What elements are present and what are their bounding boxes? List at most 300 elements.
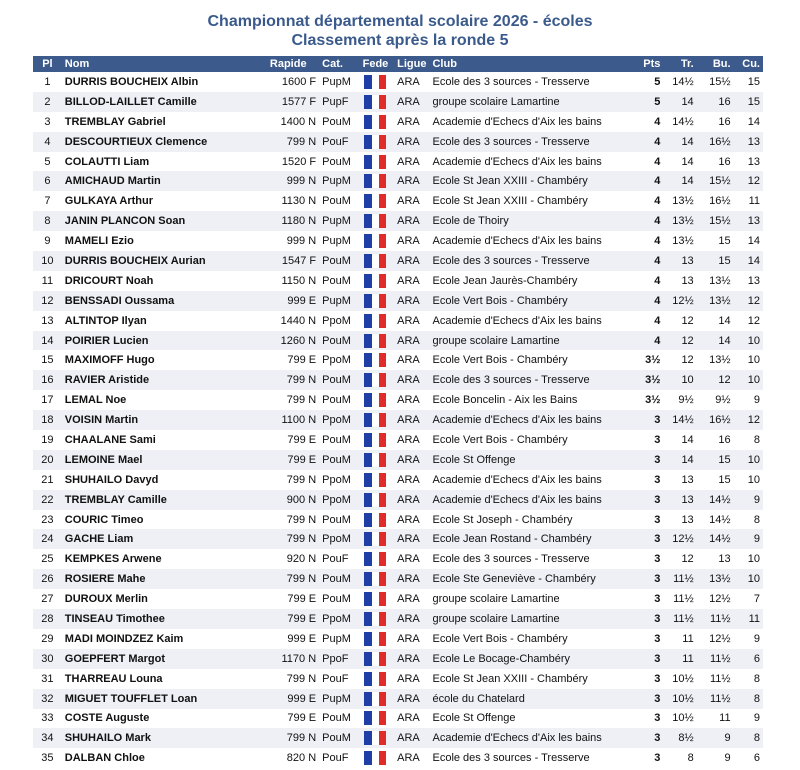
cell-cumulative: 10 xyxy=(747,553,760,566)
cell-tiebreak-tr: 11 xyxy=(682,652,694,665)
cell-league: ARA xyxy=(397,632,420,645)
cell-buchholz: 14 xyxy=(718,334,731,347)
flag-stripe xyxy=(364,711,371,725)
cell-name: COLAUTTI Liam xyxy=(64,155,150,168)
cell-league: ARA xyxy=(397,533,420,546)
table-row xyxy=(33,529,763,549)
cell-place: 24 xyxy=(41,533,54,546)
cell-name: COURIC Timeo xyxy=(64,513,144,526)
cell-points: 3 xyxy=(654,493,661,506)
table-row xyxy=(33,410,763,430)
flag-stripe xyxy=(379,692,386,706)
cell-category: PouM xyxy=(322,115,351,128)
cell-club: Ecole des 3 sources - Tresserve xyxy=(432,553,590,566)
cell-points: 3 xyxy=(654,612,661,625)
cell-buchholz: 11½ xyxy=(710,652,731,665)
flag-stripe xyxy=(372,174,379,188)
cell-buchholz: 11½ xyxy=(710,672,731,685)
cell-club: Ecole St Jean XXIII - Chambéry xyxy=(432,195,588,208)
cell-league: ARA xyxy=(397,115,420,128)
flag-stripe xyxy=(372,135,379,149)
cell-league: ARA xyxy=(397,513,420,526)
cell-name: TREMBLAY Gabriel xyxy=(64,115,166,128)
table-row xyxy=(33,569,763,589)
france-flag-icon xyxy=(364,433,386,447)
cell-club: Ecole St Jean XXIII - Chambéry xyxy=(432,175,588,188)
cell-place: 23 xyxy=(41,513,54,526)
cell-rapid-rating: 1600 F xyxy=(281,75,317,88)
cell-place: 1 xyxy=(44,75,51,88)
cell-rapid-rating: 799 N xyxy=(286,374,317,387)
cell-cumulative: 8 xyxy=(753,513,760,526)
cell-rapid-rating: 920 N xyxy=(286,553,317,566)
cell-rapid-rating: 799 N xyxy=(286,135,317,148)
table-row xyxy=(33,450,763,470)
cell-cumulative: 9 xyxy=(753,712,760,725)
cell-name: LEMOINE Mael xyxy=(64,453,143,466)
cell-rapid-rating: 799 E xyxy=(287,433,317,446)
cell-place: 17 xyxy=(41,394,54,407)
cell-buchholz: 15 xyxy=(718,254,731,267)
cell-rapid-rating: 999 E xyxy=(287,294,317,307)
flag-stripe xyxy=(364,592,371,606)
cell-cumulative: 13 xyxy=(747,135,760,148)
flag-stripe xyxy=(379,532,386,546)
cell-points: 3 xyxy=(654,553,661,566)
cell-buchholz: 13 xyxy=(718,553,731,566)
cell-points: 3 xyxy=(654,533,661,546)
flag-stripe xyxy=(379,572,386,586)
cell-category: PupM xyxy=(322,692,351,705)
cell-category: PouM xyxy=(322,712,351,725)
cell-name: VOISIN Martin xyxy=(64,414,139,427)
flag-stripe xyxy=(379,493,386,507)
flag-stripe xyxy=(379,214,386,228)
cell-league: ARA xyxy=(397,235,420,248)
cell-tiebreak-tr: 14 xyxy=(681,95,694,108)
cell-rapid-rating: 999 N xyxy=(286,235,317,248)
cell-tiebreak-tr: 14 xyxy=(681,453,694,466)
cell-buchholz: 16 xyxy=(718,95,731,108)
table-header xyxy=(33,56,763,72)
france-flag-icon xyxy=(364,552,386,566)
col-header-ligue: Ligue xyxy=(397,58,427,70)
cell-name: TREMBLAY Camille xyxy=(64,493,167,506)
col-header-rapide: Rapide xyxy=(269,58,307,70)
table-row xyxy=(33,390,763,410)
table-body xyxy=(33,72,763,768)
cell-rapid-rating: 1170 N xyxy=(281,652,317,665)
cell-league: ARA xyxy=(397,553,420,566)
cell-points: 3 xyxy=(654,573,661,586)
cell-cumulative: 12 xyxy=(747,414,760,427)
col-header-nom: Nom xyxy=(64,58,90,70)
france-flag-icon xyxy=(364,95,386,109)
cell-league: ARA xyxy=(397,394,420,407)
cell-federation xyxy=(357,689,394,709)
cell-name: ROSIERE Mahe xyxy=(64,573,146,586)
cell-club: Ecole Vert Bois - Chambéry xyxy=(432,433,568,446)
cell-club: Ecole des 3 sources - Tresserve xyxy=(432,135,590,148)
flag-stripe xyxy=(364,194,371,208)
table-row xyxy=(33,490,763,510)
cell-cumulative: 8 xyxy=(753,433,760,446)
cell-place: 4 xyxy=(44,135,51,148)
cell-club: Academie d'Echecs d'Aix les bains xyxy=(432,493,602,506)
cell-tiebreak-tr: 14 xyxy=(681,433,694,446)
cell-federation xyxy=(357,569,394,589)
flag-stripe xyxy=(364,731,371,745)
cell-tiebreak-tr: 13 xyxy=(681,254,694,267)
cell-name: BENSSADI Oussama xyxy=(64,294,175,307)
cell-club: Ecole St Offenge xyxy=(432,453,516,466)
cell-cumulative: 12 xyxy=(747,175,760,188)
flag-stripe xyxy=(364,493,371,507)
cell-federation xyxy=(357,171,394,191)
flag-stripe xyxy=(372,294,379,308)
cell-league: ARA xyxy=(397,314,420,327)
cell-name: ALTINTOP Ilyan xyxy=(64,314,147,327)
flag-stripe xyxy=(372,493,379,507)
col-header-tr: Tr. xyxy=(680,58,694,70)
flag-stripe xyxy=(372,75,379,89)
cell-place: 30 xyxy=(41,652,54,665)
flag-stripe xyxy=(364,672,371,686)
flag-stripe xyxy=(364,234,371,248)
cell-buchholz: 9 xyxy=(724,752,731,765)
cell-league: ARA xyxy=(397,692,420,705)
flag-stripe xyxy=(372,373,379,387)
flag-stripe xyxy=(372,731,379,745)
cell-tiebreak-tr: 10½ xyxy=(672,672,694,685)
table-row xyxy=(33,609,763,629)
cell-club: Ecole Ste Geneviève - Chambéry xyxy=(432,573,596,586)
cell-name: THARREAU Louna xyxy=(64,672,163,685)
cell-points: 4 xyxy=(654,155,661,168)
france-flag-icon xyxy=(364,314,386,328)
cell-rapid-rating: 799 N xyxy=(286,573,317,586)
cell-buchholz: 13½ xyxy=(709,294,731,307)
cell-category: PpoM xyxy=(322,414,351,427)
france-flag-icon xyxy=(364,294,386,308)
cell-federation xyxy=(357,152,394,172)
cell-club: Ecole St Jean XXIII - Chambéry xyxy=(432,672,588,685)
flag-stripe xyxy=(379,75,386,89)
flag-stripe xyxy=(372,612,379,626)
cell-points: 3 xyxy=(654,672,661,685)
cell-name: SHUHAILO Davyd xyxy=(64,473,159,486)
cell-points: 4 xyxy=(654,294,661,307)
flag-stripe xyxy=(372,711,379,725)
cell-cumulative: 12 xyxy=(747,314,760,327)
cell-rapid-rating: 1440 N xyxy=(280,314,317,327)
cell-name: DURRIS BOUCHEIX Albin xyxy=(64,75,199,88)
cell-federation xyxy=(357,132,394,152)
cell-place: 26 xyxy=(41,573,54,586)
cell-federation xyxy=(357,390,394,410)
cell-name: GULKAYA Arthur xyxy=(64,195,153,208)
cell-place: 7 xyxy=(44,195,51,208)
cell-place: 35 xyxy=(41,752,54,765)
flag-stripe xyxy=(364,692,371,706)
flag-stripe xyxy=(379,413,386,427)
cell-rapid-rating: 1260 N xyxy=(280,334,317,347)
flag-stripe xyxy=(372,274,379,288)
cell-federation xyxy=(357,589,394,609)
cell-tiebreak-tr: 10½ xyxy=(672,692,694,705)
flag-stripe xyxy=(372,652,379,666)
cell-rapid-rating: 799 E xyxy=(287,354,317,367)
page-subtitle: Classement après la ronde 5 xyxy=(291,32,509,49)
col-header-cat: Cat. xyxy=(322,58,343,70)
cell-buchholz: 13½ xyxy=(709,573,731,586)
cell-name: CHAALANE Sami xyxy=(64,433,156,446)
cell-club: Ecole Boncelin - Aix les Bains xyxy=(432,394,578,407)
cell-cumulative: 14 xyxy=(747,254,760,267)
cell-cumulative: 9 xyxy=(753,632,760,645)
cell-cumulative: 15 xyxy=(747,75,760,88)
cell-buchholz: 15 xyxy=(718,473,731,486)
cell-points: 4 xyxy=(654,195,661,208)
cell-cumulative: 14 xyxy=(747,115,760,128)
flag-stripe xyxy=(379,155,386,169)
cell-category: PouM xyxy=(322,453,351,466)
cell-rapid-rating: 1100 N xyxy=(281,414,317,427)
flag-stripe xyxy=(364,274,371,288)
table-row xyxy=(33,191,763,211)
cell-place: 12 xyxy=(41,294,54,307)
cell-league: ARA xyxy=(397,95,420,108)
flag-stripe xyxy=(379,552,386,566)
cell-league: ARA xyxy=(397,195,420,208)
table-row xyxy=(33,171,763,191)
cell-tiebreak-tr: 12 xyxy=(681,354,694,367)
cell-rapid-rating: 799 N xyxy=(286,513,317,526)
cell-tiebreak-tr: 14 xyxy=(681,175,694,188)
flag-stripe xyxy=(372,95,379,109)
cell-place: 21 xyxy=(41,473,54,486)
flag-stripe xyxy=(364,513,371,527)
cell-federation xyxy=(357,112,394,132)
cell-name: POIRIER Lucien xyxy=(64,334,149,347)
cell-place: 32 xyxy=(41,692,54,705)
cell-club: groupe scolaire Lamartine xyxy=(432,95,560,108)
cell-name: GACHE Liam xyxy=(64,533,134,546)
cell-place: 16 xyxy=(41,374,54,387)
cell-buchholz: 12½ xyxy=(709,632,731,645)
cell-rapid-rating: 1150 N xyxy=(281,274,317,287)
cell-category: PouM xyxy=(322,394,351,407)
cell-club: Ecole des 3 sources - Tresserve xyxy=(432,75,590,88)
flag-stripe xyxy=(364,214,371,228)
cell-category: PupM xyxy=(322,294,351,307)
france-flag-icon xyxy=(364,652,386,666)
cell-points: 5 xyxy=(654,75,661,88)
page-title: Championnat départemental scolaire 2026 - écoles xyxy=(207,13,593,30)
table-row xyxy=(33,430,763,450)
table-row xyxy=(33,350,763,370)
cell-league: ARA xyxy=(397,573,420,586)
cell-place: 29 xyxy=(41,632,54,645)
france-flag-icon xyxy=(364,453,386,467)
cell-category: PpoM xyxy=(322,354,351,367)
cell-league: ARA xyxy=(397,155,420,168)
col-header-pl: Pl xyxy=(42,58,53,70)
cell-cumulative: 10 xyxy=(747,573,760,586)
flag-stripe xyxy=(364,353,371,367)
table-row xyxy=(33,251,763,271)
cell-rapid-rating: 799 E xyxy=(287,612,317,625)
flag-stripe xyxy=(364,135,371,149)
cell-rapid-rating: 1130 N xyxy=(281,195,317,208)
cell-tiebreak-tr: 13½ xyxy=(672,235,694,248)
cell-buchholz: 16½ xyxy=(709,414,731,427)
cell-cumulative: 10 xyxy=(747,354,760,367)
cell-tiebreak-tr: 11 xyxy=(682,632,694,645)
cell-points: 3 xyxy=(654,513,661,526)
cell-points: 3½ xyxy=(645,374,661,387)
cell-league: ARA xyxy=(397,433,420,446)
cell-buchholz: 14½ xyxy=(709,533,731,546)
cell-tiebreak-tr: 13½ xyxy=(672,215,694,228)
table-row xyxy=(33,211,763,231)
flag-stripe xyxy=(364,453,371,467)
table-row xyxy=(33,629,763,649)
france-flag-icon xyxy=(364,393,386,407)
flag-stripe xyxy=(379,652,386,666)
cell-category: PouM xyxy=(322,195,351,208)
cell-rapid-rating: 1520 F xyxy=(281,155,317,168)
cell-points: 3 xyxy=(654,732,661,745)
cell-league: ARA xyxy=(397,175,420,188)
cell-category: PpoM xyxy=(322,533,351,546)
cell-place: 6 xyxy=(44,175,51,188)
france-flag-icon xyxy=(364,353,386,367)
france-flag-icon xyxy=(364,194,386,208)
cell-category: PouM xyxy=(322,593,351,606)
cell-league: ARA xyxy=(397,215,420,228)
flag-stripe xyxy=(379,592,386,606)
flag-stripe xyxy=(379,393,386,407)
france-flag-icon xyxy=(364,234,386,248)
flag-stripe xyxy=(364,473,371,487)
cell-points: 3 xyxy=(654,652,661,665)
cell-buchholz: 15 xyxy=(718,453,731,466)
cell-tiebreak-tr: 14 xyxy=(681,135,694,148)
flag-stripe xyxy=(372,552,379,566)
cell-rapid-rating: 1400 N xyxy=(280,115,317,128)
cell-league: ARA xyxy=(397,612,420,625)
flag-stripe xyxy=(372,453,379,467)
cell-points: 3 xyxy=(654,453,661,466)
cell-buchholz: 9 xyxy=(724,732,731,745)
cell-points: 3 xyxy=(654,692,661,705)
flag-stripe xyxy=(364,572,371,586)
cell-cumulative: 15 xyxy=(747,95,760,108)
cell-federation xyxy=(357,709,394,729)
france-flag-icon xyxy=(364,155,386,169)
flag-stripe xyxy=(372,572,379,586)
cell-club: Ecole Jean Jaurès-Chambéry xyxy=(432,274,578,287)
france-flag-icon xyxy=(364,115,386,129)
cell-club: Ecole Vert Bois - Chambéry xyxy=(432,632,568,645)
table-row xyxy=(33,649,763,669)
cell-points: 4 xyxy=(654,235,661,248)
cell-buchholz: 14½ xyxy=(709,493,731,506)
cell-points: 4 xyxy=(654,254,661,267)
cell-club: Academie d'Echecs d'Aix les bains xyxy=(432,314,602,327)
cell-buchholz: 13½ xyxy=(709,354,731,367)
cell-place: 3 xyxy=(44,115,51,128)
table-row xyxy=(33,549,763,569)
cell-club: Ecole Jean Rostand - Chambéry xyxy=(432,533,592,546)
cell-category: PouM xyxy=(322,274,351,287)
cell-club: Ecole de Thoiry xyxy=(432,215,509,228)
cell-federation xyxy=(357,251,394,271)
cell-tiebreak-tr: 10½ xyxy=(672,712,694,725)
cell-club: Academie d'Echecs d'Aix les bains xyxy=(432,115,602,128)
cell-place: 14 xyxy=(41,334,54,347)
cell-place: 19 xyxy=(41,433,54,446)
cell-federation xyxy=(357,450,394,470)
flag-stripe xyxy=(379,711,386,725)
cell-buchholz: 16½ xyxy=(709,195,731,208)
table-row xyxy=(33,331,763,351)
cell-points: 4 xyxy=(654,175,661,188)
cell-category: PouF xyxy=(322,135,349,148)
flag-stripe xyxy=(364,294,371,308)
cell-federation xyxy=(357,191,394,211)
cell-buchholz: 16 xyxy=(718,155,731,168)
france-flag-icon xyxy=(364,373,386,387)
france-flag-icon xyxy=(364,413,386,427)
cell-category: PouM xyxy=(322,573,351,586)
table-row xyxy=(33,152,763,172)
flag-stripe xyxy=(372,194,379,208)
cell-name: AMICHAUD Martin xyxy=(64,175,161,188)
cell-place: 25 xyxy=(41,553,54,566)
flag-stripe xyxy=(372,393,379,407)
cell-tiebreak-tr: 13 xyxy=(681,274,694,287)
cell-points: 4 xyxy=(654,115,661,128)
cell-name: DUROUX Merlin xyxy=(64,593,148,606)
cell-cumulative: 14 xyxy=(747,235,760,248)
cell-federation xyxy=(357,609,394,629)
cell-place: 18 xyxy=(41,414,54,427)
flag-stripe xyxy=(364,612,371,626)
col-header-cu: Cu. xyxy=(742,58,760,70)
france-flag-icon xyxy=(364,632,386,646)
cell-place: 2 xyxy=(44,95,51,108)
cell-category: PouM xyxy=(322,374,351,387)
cell-place: 9 xyxy=(44,235,51,248)
cell-federation xyxy=(357,529,394,549)
cell-name: COSTE Auguste xyxy=(64,712,150,725)
cell-buchholz: 14½ xyxy=(709,513,731,526)
flag-stripe xyxy=(372,433,379,447)
cell-rapid-rating: 799 N xyxy=(286,394,317,407)
cell-tiebreak-tr: 12 xyxy=(681,553,694,566)
table-row xyxy=(33,132,763,152)
cell-cumulative: 13 xyxy=(747,215,760,228)
cell-tiebreak-tr: 11½ xyxy=(673,612,694,625)
cell-name: MAMELI Ezio xyxy=(64,235,134,248)
cell-place: 27 xyxy=(41,593,54,606)
flag-stripe xyxy=(379,672,386,686)
cell-category: PpoM xyxy=(322,493,351,506)
cell-buchholz: 14 xyxy=(718,314,731,327)
france-flag-icon xyxy=(364,493,386,507)
